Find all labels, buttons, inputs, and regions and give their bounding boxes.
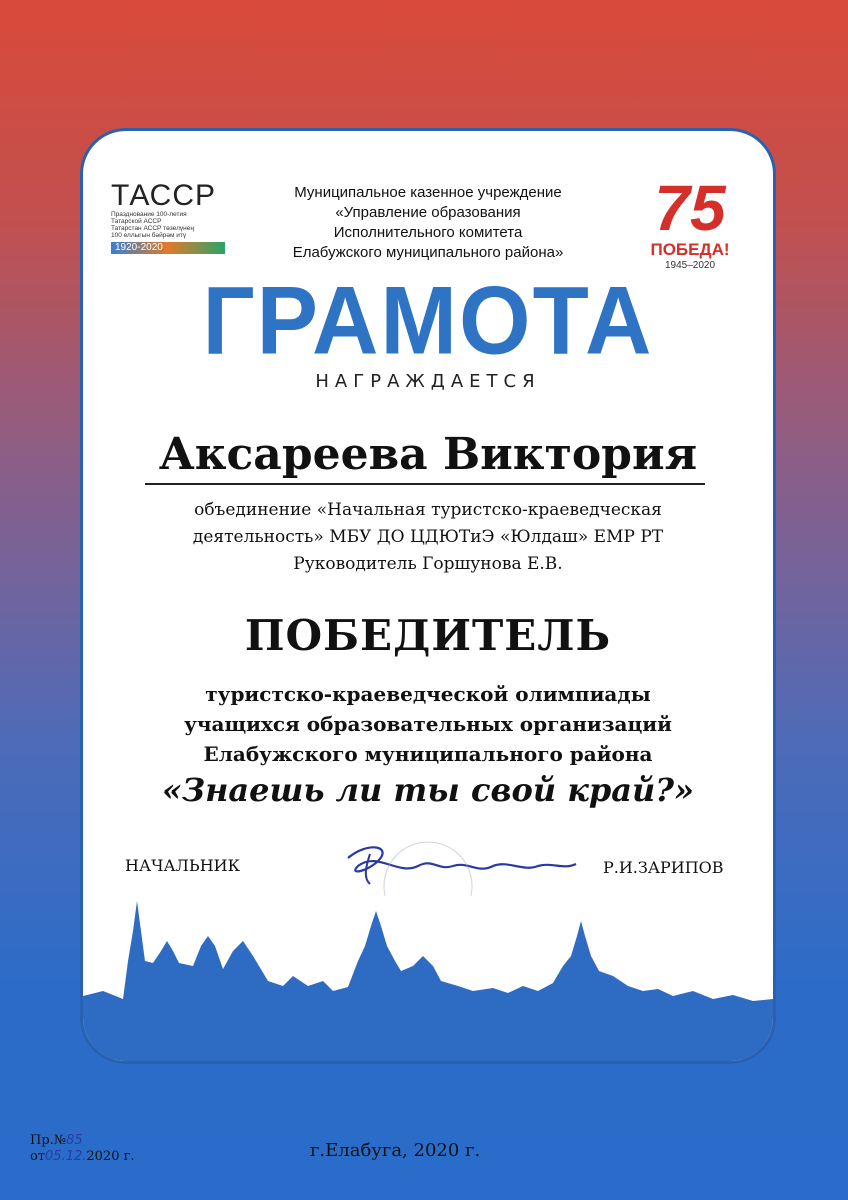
- tassr-anniversary-logo: [111, 181, 231, 271]
- tassr-years: 1920-2020: [111, 242, 225, 254]
- order-reference: [30, 1133, 135, 1165]
- document-title: ГРАМОТА: [202, 267, 654, 375]
- signatory-name: Р.И.ЗАРИПОВ: [603, 858, 724, 877]
- tassr-caption-4: 100 еллыгын бәйрәм итү: [111, 232, 187, 239]
- olympiad-line-3: Елабужского муниципального района: [203, 742, 653, 766]
- victory-number: 75: [654, 172, 726, 244]
- issuer-line-3: Исполнительного комитета: [333, 224, 523, 241]
- olympiad-name: «Знаешь ли ты свой край?»: [161, 771, 695, 809]
- issuer-line-4: Елабужского муниципального района»: [292, 244, 564, 261]
- olympiad-line-1: туристско-краеведческой олимпиады: [205, 682, 651, 706]
- certificate-card: [80, 128, 776, 1064]
- victory-years: 1945–2020: [664, 260, 716, 271]
- order-date-suffix: 2020 г.: [86, 1149, 135, 1164]
- award-status: ПОБЕДИТЕЛЬ: [244, 611, 612, 660]
- olympiad-line-2: учащихся образовательных организаций: [184, 712, 672, 736]
- city-skyline-silhouette: [83, 891, 773, 1061]
- signature-image: [308, 836, 588, 896]
- association-line-1: объединение «Начальная туристско-краеведческая: [194, 500, 662, 520]
- name-underline: [145, 483, 705, 485]
- order-date-prefix: от: [30, 1149, 46, 1164]
- issuer-line-2: «Управление образования: [335, 204, 521, 221]
- tassr-caption-1: Празднование 100-летия: [111, 211, 187, 218]
- tassr-logo-text: ТАССР: [111, 179, 217, 212]
- issuer-line-1: Муниципальное казенное учреждение: [294, 184, 562, 201]
- victory-75-logo: [635, 172, 745, 271]
- tassr-caption-2: Татарской АССР: [111, 218, 162, 225]
- association-line-2: деятельность» МБУ ДО ЦДЮТиЭ «Юлдаш» ЕМР РТ: [192, 527, 664, 547]
- issuer-header: [238, 183, 618, 263]
- victory-word: ПОБЕДА!: [650, 240, 730, 259]
- awarded-label: НАГРАЖДАЕТСЯ: [315, 371, 541, 392]
- order-number: 85: [66, 1133, 83, 1148]
- olympiad-description: [83, 679, 773, 769]
- recipient-name: Аксареева Виктория: [158, 429, 698, 480]
- association-text: [83, 497, 773, 578]
- signatory-title: НАЧАЛЬНИК: [125, 856, 240, 875]
- order-date-handwritten: 05.12.: [45, 1149, 87, 1164]
- order-prefix: Пр.№: [30, 1133, 67, 1148]
- tassr-caption-3: Татарстан АССР төзелүнең: [111, 225, 194, 232]
- place-and-year: г.Елабуга, 2020 г.: [310, 1140, 481, 1161]
- association-line-3: Руководитель Горшунова Е.В.: [293, 554, 563, 574]
